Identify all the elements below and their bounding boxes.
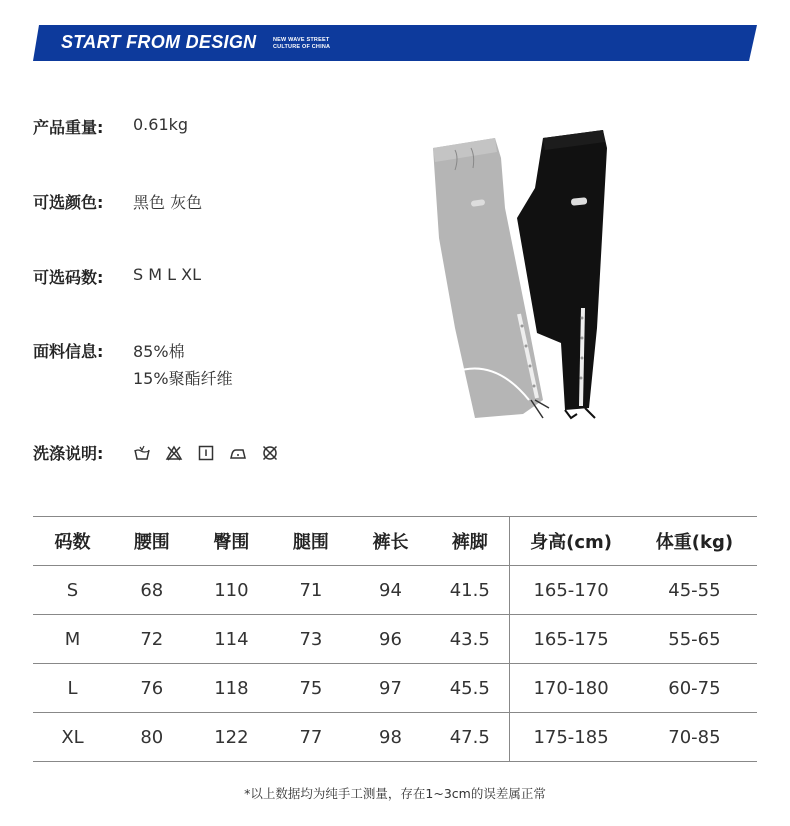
banner-subtitle-line2: CULTURE OF CHINA <box>273 44 331 50</box>
banner-subtitle <box>273 37 330 51</box>
table-row <box>33 615 757 664</box>
spec-color <box>33 190 202 213</box>
spec-fabric-value <box>133 338 233 392</box>
cell-thigh: 73 <box>271 615 351 664</box>
spec-fabric <box>33 338 233 392</box>
table-row <box>33 713 757 762</box>
cell-length: 96 <box>351 615 431 664</box>
wash-icons <box>133 444 279 462</box>
cell-hip: 110 <box>192 566 272 615</box>
cell-hip: 122 <box>192 713 272 762</box>
cell-hem: 41.5 <box>430 566 510 615</box>
cell-height: 170-180 <box>510 664 632 713</box>
cell-thigh: 71 <box>271 566 351 615</box>
size-table <box>33 516 757 762</box>
cell-hem: 45.5 <box>430 664 510 713</box>
cell-waist: 68 <box>112 566 192 615</box>
no-dry-clean-icon <box>261 444 279 462</box>
measurement-footnote: *以上数据均为纯手工测量，存在1~3cm的误差属正常 <box>244 786 546 801</box>
cell-height: 165-170 <box>510 566 632 615</box>
cell-height: 165-175 <box>510 615 632 664</box>
cell-hip: 114 <box>192 615 272 664</box>
cell-length: 94 <box>351 566 431 615</box>
cell-size: L <box>33 664 112 713</box>
no-bleach-icon <box>165 444 183 462</box>
cell-length: 98 <box>351 713 431 762</box>
spec-sizes-value: S M L XL <box>133 265 202 284</box>
cell-weight: 70-85 <box>632 713 757 762</box>
spec-wash-label: 洗涤说明: <box>33 444 104 463</box>
spec-color-value: 黑色 灰色 <box>133 193 203 212</box>
table-row <box>33 664 757 713</box>
pants-illustration <box>425 128 625 423</box>
spec-fabric-line1: 85%棉 <box>133 342 185 361</box>
spec-weight-label: 产品重量: <box>33 118 104 137</box>
header-banner <box>33 25 757 61</box>
banner-title: START FROM DESIGN <box>61 32 257 52</box>
cell-size: XL <box>33 713 112 762</box>
spec-fabric-line2: 15%聚酯纤维 <box>133 369 233 388</box>
table-row <box>33 566 757 615</box>
spec-weight-value: 0.61kg <box>133 115 189 134</box>
cell-hip: 118 <box>192 664 272 713</box>
header-length: 裤长 <box>351 517 431 566</box>
cell-size: M <box>33 615 112 664</box>
header-weight: 体重(kg) <box>632 517 757 566</box>
cell-hem: 43.5 <box>430 615 510 664</box>
spec-wash <box>33 441 279 464</box>
cell-weight: 60-75 <box>632 664 757 713</box>
cell-waist: 72 <box>112 615 192 664</box>
banner-subtitle-line1: NEW WAVE STREET <box>273 37 330 43</box>
cell-size: S <box>33 566 112 615</box>
cell-weight: 55-65 <box>632 615 757 664</box>
spec-sizes <box>33 265 201 288</box>
tumble-dry-icon <box>197 444 215 462</box>
cell-thigh: 75 <box>271 664 351 713</box>
cell-waist: 80 <box>112 713 192 762</box>
product-image <box>425 128 625 423</box>
header-hip: 臀围 <box>192 517 272 566</box>
cell-hem: 47.5 <box>430 713 510 762</box>
cell-length: 97 <box>351 664 431 713</box>
spec-color-label: 可选颜色: <box>33 193 104 212</box>
header-height: 身高(cm) <box>510 517 632 566</box>
cell-waist: 76 <box>112 664 192 713</box>
spec-fabric-label: 面料信息: <box>33 342 104 361</box>
spec-sizes-label: 可选码数: <box>33 268 104 287</box>
cell-thigh: 77 <box>271 713 351 762</box>
hand-wash-icon <box>133 444 151 462</box>
header-thigh: 腿围 <box>271 517 351 566</box>
cell-height: 175-185 <box>510 713 632 762</box>
header-hem: 裤脚 <box>430 517 510 566</box>
header-size-code: 码数 <box>33 517 112 566</box>
spec-weight <box>33 115 188 138</box>
cell-weight: 45-55 <box>632 566 757 615</box>
table-header-row <box>33 517 757 566</box>
iron-icon <box>229 444 247 462</box>
header-waist: 腰围 <box>112 517 192 566</box>
